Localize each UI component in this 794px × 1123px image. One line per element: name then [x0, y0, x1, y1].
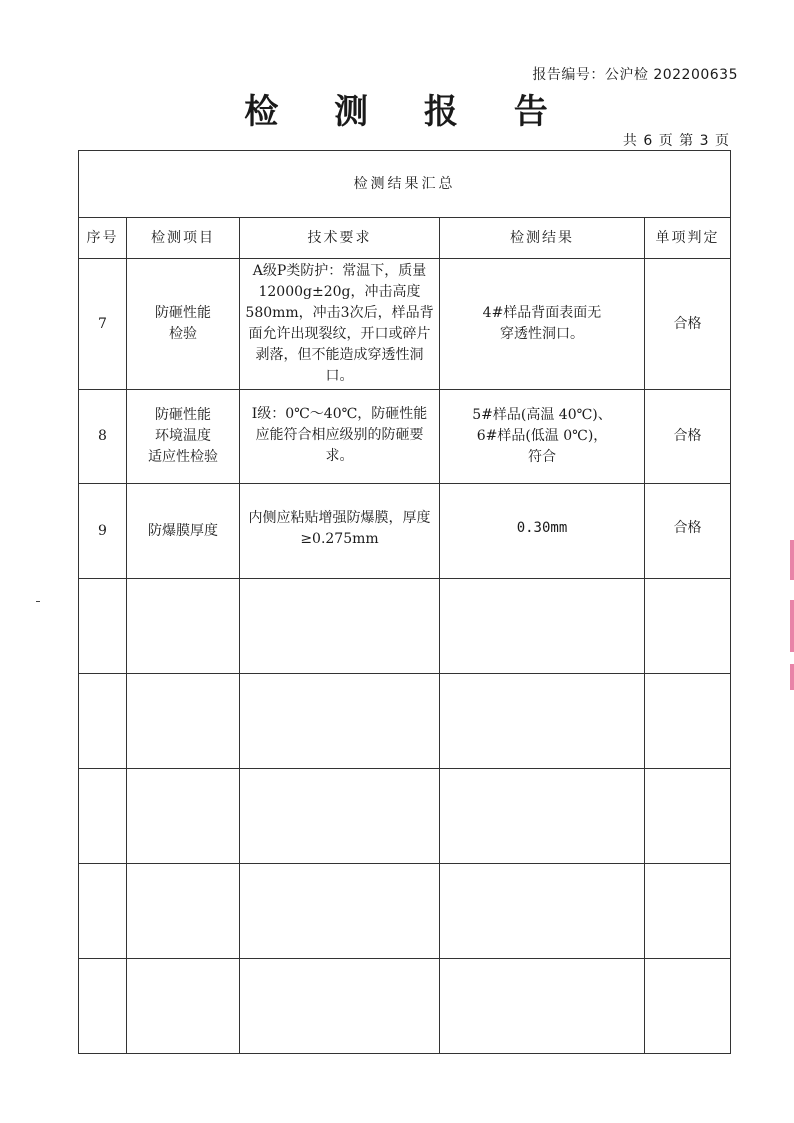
seal-edge-mark: [790, 600, 794, 652]
empty-cell: [127, 579, 240, 674]
test-item: 防砸性能 检验: [127, 259, 240, 390]
test-item: 防爆膜厚度: [127, 484, 240, 579]
page-info: 共 6 页 第 3 页: [622, 133, 730, 149]
column-header-result: 检测结果: [440, 218, 645, 259]
technical-requirement: A级P类防护：常温下，质量12000g±20g，冲击高度580mm，冲击3次后，样品背面允许出现裂纹，开口或碎片剥落，但不能造成穿透性洞口。: [240, 259, 440, 390]
technical-requirement: 内侧应粘贴增强防爆膜，厚度≥0.275mm: [240, 484, 440, 579]
empty-table-row: [79, 769, 731, 864]
column-header-item: 检测项目: [127, 218, 240, 259]
empty-cell: [240, 864, 440, 959]
seal-edge-mark: [790, 540, 794, 580]
table-row: [79, 259, 731, 390]
empty-cell: [79, 959, 127, 1054]
empty-cell: [240, 674, 440, 769]
test-result: 0.30mm: [440, 484, 645, 579]
test-item: 防砸性能 环境温度 适应性检验: [127, 390, 240, 484]
column-header-verdict: 单项判定: [645, 218, 731, 259]
empty-table-row: [79, 864, 731, 959]
empty-cell: [240, 769, 440, 864]
table-row: [79, 484, 731, 579]
column-header-requirement: 技术要求: [240, 218, 440, 259]
empty-cell: [127, 674, 240, 769]
empty-cell: [440, 579, 645, 674]
empty-cell: [440, 769, 645, 864]
verdict: 合格: [645, 484, 731, 579]
test-result: 5#样品(高温 40℃)、 6#样品(低温 0℃)， 符合: [440, 390, 645, 484]
table-title: 检测结果汇总: [79, 151, 731, 218]
empty-cell: [79, 579, 127, 674]
empty-cell: [127, 959, 240, 1054]
test-result: 4#样品背面表面无 穿透性洞口。: [440, 259, 645, 390]
empty-cell: [440, 674, 645, 769]
table-row: [79, 390, 731, 484]
empty-table-row: [79, 674, 731, 769]
technical-requirement: Ⅰ级：0℃～40℃，防砸性能应能符合相应级别的防砸要求。: [240, 390, 440, 484]
verdict: 合格: [645, 390, 731, 484]
empty-table-row: [79, 579, 731, 674]
report-number: 报告编号：公沪检 202200635: [532, 67, 738, 83]
empty-cell: [645, 864, 731, 959]
empty-cell: [79, 674, 127, 769]
empty-cell: [645, 674, 731, 769]
empty-cell: [127, 769, 240, 864]
empty-cell: [440, 864, 645, 959]
empty-cell: [127, 864, 240, 959]
scan-artifact-mark: [36, 601, 40, 602]
verdict: 合格: [645, 259, 731, 390]
row-number: 8: [79, 390, 127, 484]
empty-cell: [79, 769, 127, 864]
empty-cell: [79, 864, 127, 959]
empty-cell: [645, 579, 731, 674]
row-number: 9: [79, 484, 127, 579]
empty-cell: [440, 959, 645, 1054]
empty-cell: [645, 959, 731, 1054]
empty-cell: [240, 579, 440, 674]
table-header-row: [79, 218, 731, 259]
column-header-no: 序号: [79, 218, 127, 259]
empty-cell: [645, 769, 731, 864]
empty-table-row: [79, 959, 731, 1054]
empty-cell: [240, 959, 440, 1054]
row-number: 7: [79, 259, 127, 390]
document-title: 检 测 报 告: [244, 92, 570, 132]
seal-edge-mark: [790, 664, 794, 690]
results-summary-table: [78, 150, 731, 1054]
